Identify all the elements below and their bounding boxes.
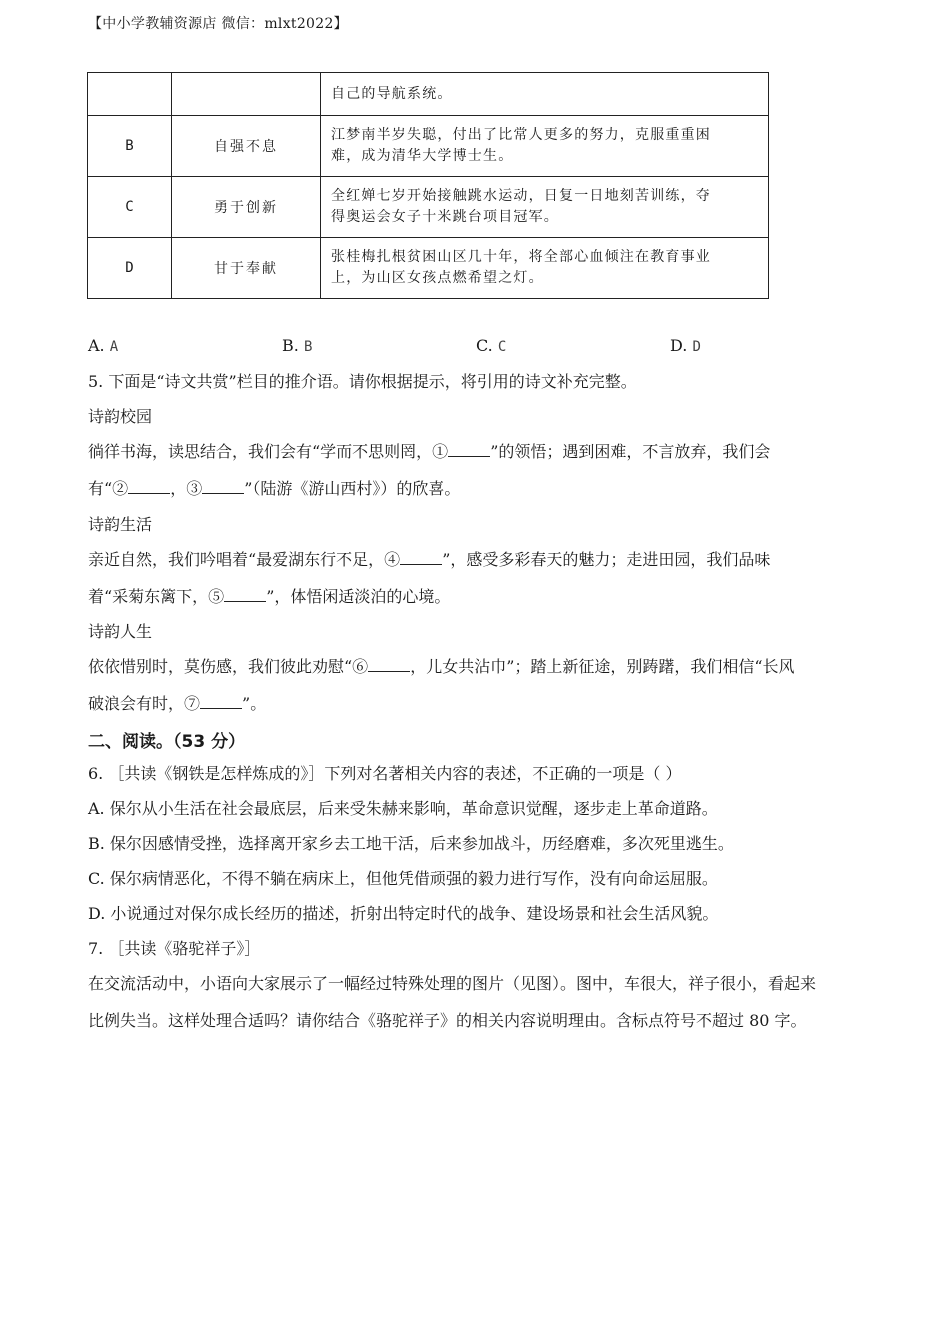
q7-text: 比例失当。这样处理合适吗？请你结合《骆驼祥子》的相关内容说明理由。含标点符号不超过 80 字。 (88, 1011, 807, 1030)
option-c[interactable]: C. C (476, 336, 507, 355)
option-b[interactable]: B. B (282, 336, 313, 355)
table-row (88, 177, 769, 238)
row-quality: 自强不息 (172, 116, 321, 177)
q7-stem: 7. ［共读《骆驼祥子》］ (88, 939, 261, 958)
q5-line: 着“采菊东篱下，⑤ ”，体悟闲适淡泊的心境。 (88, 587, 451, 606)
q6-option-a[interactable]: A. 保尔从小生活在社会最底层，后来受朱赫来影响，革命意识觉醒，逐步走上革命道路。 (88, 799, 718, 818)
table-row (88, 238, 769, 299)
section-heading: 二、阅读。（53 分） (88, 732, 246, 752)
answer-options (0, 336, 950, 358)
row-label (88, 73, 172, 116)
q5-prompt: 5. 下面是“诗文共赏”栏目的推介语。请你根据提示，将引用的诗文补充完整。 (88, 372, 637, 391)
row-description: 全红婵七岁开始接触跳水运动，日复一日地刻苦训练，夺 得奥运会女子十米跳台项目冠军。 (321, 177, 769, 238)
table-row (88, 73, 769, 116)
row-label: B (88, 116, 172, 177)
option-d[interactable]: D. D (670, 336, 701, 355)
q7-text: 在交流活动中，小语向大家展示了一幅经过特殊处理的图片（见图）。图中，车很大，祥子很小，看起来 (88, 974, 817, 993)
q5-section-title: 诗韵生活 (88, 515, 153, 534)
row-quality (172, 73, 321, 116)
fill-blank-6[interactable] (368, 657, 410, 672)
option-a[interactable]: A. A (88, 336, 119, 355)
fill-blank-5[interactable] (224, 587, 266, 602)
row-quality: 甘于奉献 (172, 238, 321, 299)
q5-line: 徜徉书海，读思结合，我们会有“学而不思则罔，① ”的领悟；遇到困难，不言放弃，我们会 (88, 442, 771, 461)
q5-line: 亲近自然，我们吟唱着“最爱湖东行不足，④ ”，感受多彩春天的魅力；走进田园，我们品味 (88, 550, 771, 569)
fill-blank-7[interactable] (200, 694, 242, 709)
q5-line: 破浪会有时，⑦ ”。 (88, 694, 267, 713)
row-description: 自己的导航系统。 (321, 73, 769, 116)
row-description: 江梦南半岁失聪，付出了比常人更多的努力，克服重重困 难，成为清华大学博士生。 (321, 116, 769, 177)
q5-section-title: 诗韵人生 (88, 622, 153, 641)
examples-table (87, 72, 769, 299)
q6-option-d[interactable]: D. 小说通过对保尔成长经历的描述，折射出特定时代的战争、建设场景和社会生活风貌。 (88, 904, 719, 923)
q5-line: 依依惜别时，莫伤感，我们彼此劝慰“⑥ ，儿女共沾巾”；踏上新征途，别踌躇，我们相信“长风 (88, 657, 795, 676)
q5-line: 有“② ，③ ”（陆游《游山西村》）的欣喜。 (88, 479, 461, 498)
row-description: 张桂梅扎根贫困山区几十年，将全部心血倾注在教育事业 上，为山区女孩点燃希望之灯。 (321, 238, 769, 299)
fill-blank-3[interactable] (202, 479, 244, 494)
row-quality: 勇于创新 (172, 177, 321, 238)
q6-stem: 6. ［共读《钢铁是怎样炼成的》］下列对名著相关内容的表述，不正确的一项是（ ） (88, 764, 682, 783)
page-header: 【中小学教辅资源店 微信：mlxt2022】 (88, 16, 348, 32)
q6-option-b[interactable]: B. 保尔因感情受挫，选择离开家乡去工地干活，后来参加战斗，历经磨难，多次死里逃生。 (88, 834, 734, 853)
row-label: D (88, 238, 172, 299)
q5-section-title: 诗韵校园 (88, 407, 153, 426)
fill-blank-1[interactable] (448, 442, 490, 457)
q6-option-c[interactable]: C. 保尔病情恶化，不得不躺在病床上，但他凭借顽强的毅力进行写作，没有向命运屈服。 (88, 869, 718, 888)
fill-blank-4[interactable] (400, 550, 442, 565)
table-row (88, 116, 769, 177)
fill-blank-2[interactable] (128, 479, 170, 494)
row-label: C (88, 177, 172, 238)
